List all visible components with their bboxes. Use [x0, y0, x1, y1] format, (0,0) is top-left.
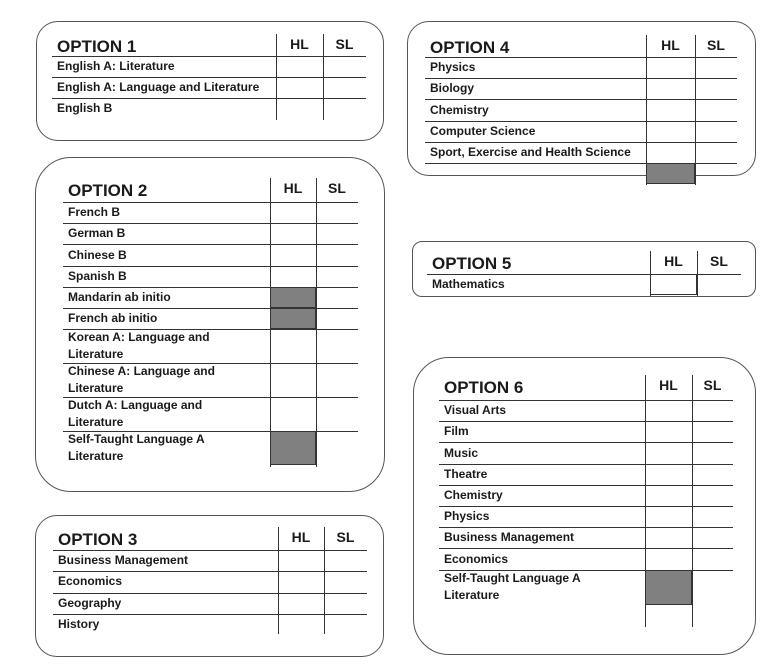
row-rule — [425, 142, 737, 143]
sl-header: SL — [703, 377, 722, 393]
hl-shaded-cell — [270, 308, 316, 329]
option-1-title: OPTION 1 — [57, 37, 137, 56]
hl-header: HL — [283, 180, 303, 196]
sl-header: SL — [335, 36, 354, 52]
subject-row — [444, 423, 469, 440]
row-rule — [425, 78, 737, 79]
option-2-title: OPTION 2 — [68, 181, 148, 200]
subject-label: Literature — [444, 587, 500, 602]
subject-label: Music — [444, 445, 479, 460]
subject-label: Korean A: Language and — [68, 330, 210, 345]
sl-header: SL — [707, 37, 725, 53]
hl-column-rule — [278, 527, 279, 634]
subject-row — [444, 466, 487, 483]
sl-column-rule — [695, 35, 696, 185]
subject-label: German B — [68, 226, 126, 241]
subject-row — [432, 276, 505, 293]
subject-label: Dutch A: Language and — [68, 398, 203, 413]
row-rule — [63, 266, 358, 267]
subject-row — [430, 123, 535, 140]
subject-label: Business Management — [58, 553, 189, 568]
row-rule — [439, 527, 733, 528]
header-rule — [53, 550, 367, 551]
hl-column-rule — [276, 34, 277, 120]
subject-label: French ab initio — [68, 311, 158, 326]
row-rule — [425, 121, 737, 122]
sl-header: SL — [710, 253, 728, 269]
subject-row — [430, 102, 489, 119]
header-rule — [52, 56, 366, 57]
subject-row — [444, 487, 503, 504]
subject-label: Chinese B — [68, 247, 127, 262]
row-rule — [439, 464, 733, 465]
subject-label: Chemistry — [444, 487, 503, 502]
hl-shaded-cell — [646, 163, 695, 184]
hl-header: HL — [661, 37, 680, 53]
subject-label: English B — [57, 101, 113, 115]
header-rule — [425, 57, 737, 58]
subject-label: Chinese A: Language and — [68, 364, 215, 379]
subject-label: Self-Taught Language A — [444, 570, 581, 585]
subject-label: Spanish B — [68, 268, 127, 283]
header-rule — [63, 202, 358, 203]
row-rule — [52, 98, 366, 99]
subject-row — [444, 508, 489, 525]
row-rule — [53, 593, 367, 594]
subject-row — [444, 551, 508, 568]
subject-row — [58, 595, 121, 612]
subject-label: English A: Literature — [57, 59, 175, 73]
subject-row — [68, 289, 171, 306]
row-rule — [63, 223, 358, 224]
subject-row — [57, 100, 112, 117]
subject-row — [68, 204, 120, 221]
subject-row — [58, 616, 99, 633]
row-rule — [439, 548, 733, 549]
subject-label: Physics — [444, 509, 490, 524]
row-rule — [439, 485, 733, 486]
row-rule — [425, 99, 737, 100]
hl-header: HL — [291, 529, 311, 545]
subject-row — [58, 573, 122, 590]
row-rule — [63, 244, 358, 245]
sl-header: SL — [328, 180, 346, 196]
subject-row — [444, 529, 574, 546]
subject-row — [57, 79, 259, 96]
sl-column-rule — [323, 34, 324, 120]
subject-row — [430, 59, 475, 76]
hl-column-rule — [270, 178, 271, 467]
subject-label: Literature — [68, 347, 124, 362]
subject-row — [68, 247, 127, 264]
sl-header: SL — [336, 529, 355, 545]
subject-label: Economics — [58, 574, 123, 589]
row-rule — [53, 571, 367, 572]
subject-label: Film — [444, 424, 469, 439]
subject-label: Geography — [58, 595, 122, 610]
row-rule — [439, 506, 733, 507]
subject-row — [68, 329, 210, 363]
subject-row — [444, 402, 506, 419]
hl-header: HL — [659, 377, 678, 393]
subject-row — [57, 58, 175, 75]
subject-row — [444, 445, 478, 462]
option-4-title: OPTION 4 — [430, 38, 510, 57]
hl-cell[interactable] — [650, 274, 697, 295]
subject-label: Theatre — [444, 466, 488, 481]
subject-row — [68, 363, 215, 397]
hl-header: HL — [664, 253, 683, 269]
row-rule — [439, 421, 733, 422]
subject-label: Literature — [68, 415, 124, 430]
subject-label: Literature — [68, 449, 124, 464]
subject-row — [68, 397, 202, 431]
subject-label: Visual Arts — [444, 403, 507, 418]
hl-column-rule — [650, 251, 651, 296]
sl-column-rule — [692, 375, 693, 627]
row-rule — [52, 77, 366, 78]
hl-shaded-cell — [645, 570, 692, 605]
subject-label: Economics — [444, 551, 509, 566]
subject-label: Mandarin ab initio — [68, 289, 171, 304]
subject-label: Physics — [430, 60, 476, 75]
sl-column-rule — [316, 178, 317, 467]
option-5-title: OPTION 5 — [432, 254, 512, 273]
subject-row — [444, 570, 581, 604]
subject-label: History — [58, 617, 100, 632]
subject-row — [68, 268, 127, 285]
subject-row — [430, 80, 474, 97]
subject-label: French B — [68, 205, 121, 220]
subject-label: Mathematics — [432, 277, 505, 291]
sl-column-rule — [697, 251, 698, 296]
subject-label: Chemistry — [430, 102, 489, 117]
subject-row — [58, 552, 188, 569]
subject-row — [68, 431, 205, 465]
option-6-title: OPTION 6 — [444, 378, 524, 397]
sl-column-rule — [324, 527, 325, 634]
hl-header: HL — [290, 36, 309, 52]
header-rule — [439, 400, 733, 401]
subject-label: Self-Taught Language A — [68, 432, 205, 447]
subject-row — [68, 310, 157, 327]
row-rule — [439, 442, 733, 443]
option-3-title: OPTION 3 — [58, 530, 138, 549]
subject-label: Biology — [430, 81, 474, 96]
hl-column-rule — [645, 375, 646, 627]
row-rule — [53, 614, 367, 615]
subject-label: Literature — [68, 381, 124, 396]
subject-label: Business Management — [444, 530, 575, 545]
hl-shaded-cell — [270, 431, 316, 465]
hl-shaded-cell — [270, 287, 316, 308]
hl-column-rule — [646, 35, 647, 185]
subject-label: Sport, Exercise and Health Science — [430, 144, 631, 159]
subject-row — [430, 144, 631, 161]
subject-row — [68, 225, 125, 242]
subject-label: English A: Language and Literature — [57, 80, 260, 94]
subject-label: Computer Science — [430, 123, 536, 138]
